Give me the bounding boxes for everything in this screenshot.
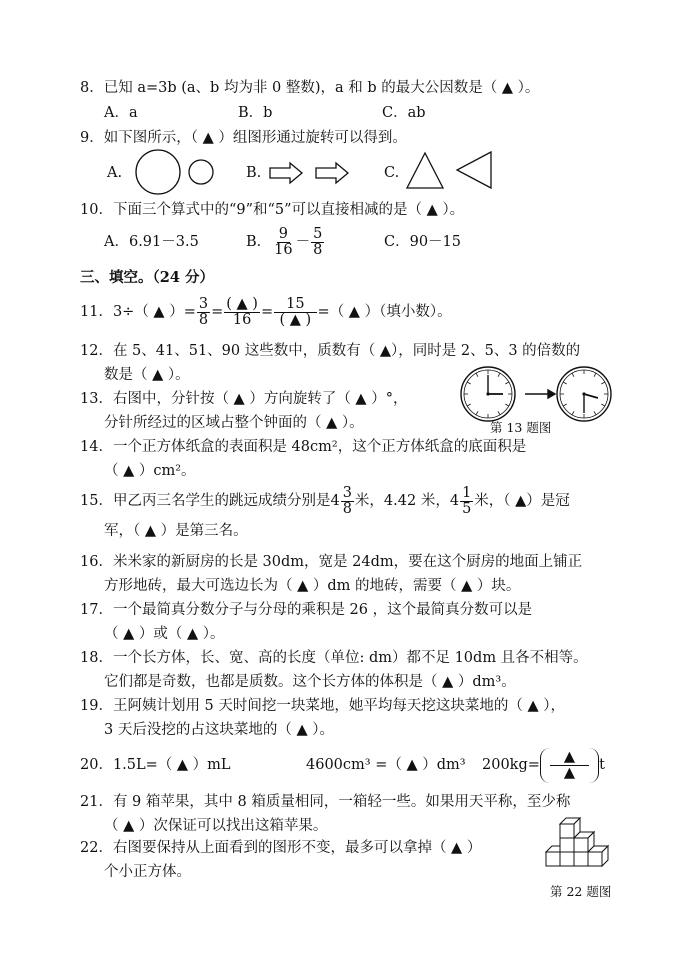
q12-line-1: 12．在 5、41、51、90 这些数中，质数有（ ▲），同时是 2、5、3 的倍数的: [80, 343, 581, 359]
q13-arrow-icon: [525, 390, 555, 398]
q13-line-1: 13．右图中，分针按（ ▲ ）方向旋转了（ ▲ ）°，: [80, 391, 408, 407]
q8-stem: 8．已知 a=3b (a、b 均为非 0 整数)，a 和 b 的最大公因数是（ ▲ ）。: [80, 80, 540, 96]
q15-part-2: 米，4.42 米，: [354, 493, 450, 509]
q15-part-3: 米，（ ▲）是冠: [474, 493, 570, 509]
q18-line-2: 它们都是奇数，也都是质数。这个长方体的体积是（ ▲ ）dm³。: [104, 674, 516, 690]
q11-part-1: 11．3÷（ ▲ ）=: [80, 304, 196, 320]
q15-line-2: 军，（ ▲ ）是第三名。: [104, 523, 248, 539]
q22-line-2: 个小正方体。: [104, 864, 191, 880]
q14-line-1: 14．一个正方体纸盒的表面积是 48cm²，这个正方体纸盒的底面积是: [80, 439, 527, 455]
q13-line-2: 分针所经过的区域占整个钟面的（ ▲ ）。: [104, 415, 364, 431]
q10-option-b: [246, 224, 325, 260]
q19-line-1: 19．王阿姨计划用 5 天时间挖一块菜地，她平均每天挖这块菜地的（ ▲ ），: [80, 698, 566, 714]
q8-option-a: A．a: [104, 105, 138, 121]
q22-caption: 第 22 题图: [550, 884, 612, 899]
q10-fraction-nine-sixteenths: $\frac{9}{16}$: [274, 225, 293, 258]
q10-option-c: C．90－15: [384, 234, 461, 250]
q9-triangles-figure: [405, 150, 495, 194]
q22-line-1: 22．右图要保持从上面看到的图形不变，最多可以拿掉（ ▲ ）: [80, 840, 482, 856]
q17-line-1: 17．一个最简真分数分子与分母的乘积是 26 ，这个最简真分数可以是: [80, 602, 533, 618]
q15-part-1: 15．甲乙丙三名学生的跳远成绩分别是: [80, 493, 331, 509]
section-three-heading: 三、填空。（24 分）: [80, 269, 214, 286]
q8-option-b: B．b: [238, 105, 273, 121]
q14-line-2: （ ▲ ）cm²。: [104, 463, 196, 479]
q16-line-2: 方形地砖，最大可选边长为（ ▲ ）dm 的地砖，需要（ ▲ ）块。: [104, 578, 521, 594]
q12-line-2: 数是（ ▲ ）。: [104, 367, 190, 383]
q11-fraction-3: $\frac{15}{( ▲ )}$: [274, 297, 316, 328]
q20-bracketed-fraction: $\frac{▲}{▲}$: [540, 748, 599, 783]
q20-part-a: 20．1.5L=（ ▲ ）mL: [80, 757, 231, 773]
q21-line-2: （ ▲ ）次保证可以找出这箱苹果。: [104, 818, 328, 834]
q10-stem: 10．下面三个算式中的“9”和“5”可以直接相减的是（ ▲ ）。: [80, 202, 465, 218]
q20-unit-t: t: [599, 757, 605, 773]
q13-clock-before: [461, 367, 515, 421]
q9-circles-figure: [130, 148, 220, 198]
q11-line: [80, 293, 452, 331]
q15-mixed-number-2: 4 $\frac{1}{5}$: [449, 484, 472, 517]
q13-clock-figure: [458, 364, 614, 424]
q11-part-2: =（ ▲ ）（填小数）。: [317, 304, 452, 320]
q9-arrows-figure: [268, 162, 358, 186]
q15-line-1: [80, 481, 570, 521]
q20-part-b: 4600cm³ =（ ▲ ）dm³: [306, 757, 466, 773]
q18-line-1: 18．一个长方体，长、宽、高的长度（单位: dm）都不足 10dm 且各不相等。: [80, 650, 588, 666]
q20-part-c-prefix: 200kg=: [482, 757, 540, 773]
q9-stem: 9．如下图所示，（ ▲ ）组图形通过旋转可以得到。: [80, 130, 407, 146]
q19-line-2: 3 天后没挖的占这块菜地的（ ▲ ）。: [104, 722, 334, 738]
q13-caption: 第 13 题图: [490, 420, 552, 435]
q11-fraction-1: $\frac{3}{8}$: [198, 295, 209, 328]
q9-option-a: A.: [107, 165, 123, 181]
q10-fraction-five-eighths: $\frac{5}{8}$: [313, 225, 323, 258]
q10-option-a: A．6.91－3.5: [104, 234, 199, 250]
q16-line-1: 16．米米家的新厨房的长是 30dm，宽是 24dm，要在这个厨房的地面上铺正: [80, 554, 583, 570]
q17-line-2: （ ▲ ）或（ ▲ ）。: [104, 626, 225, 642]
q20-part-c: [482, 738, 605, 792]
q13-clock-after: [557, 367, 611, 421]
q15-mixed-number-1: 4 $\frac{3}{8}$: [330, 484, 352, 517]
q10-option-b-label: B．: [246, 234, 272, 250]
q10-minus: －: [295, 234, 311, 250]
q11-equals: =: [211, 304, 224, 320]
q8-option-c: C．ab: [382, 105, 426, 121]
q11-fraction-2: $\frac{( ▲ )}{16}$: [226, 295, 258, 328]
q9-option-c: C.: [384, 165, 400, 181]
q9-option-b: B.: [246, 165, 262, 181]
q21-line-1: 21．有 9 箱苹果，其中 8 箱质量相同，一箱轻一些。如果用天平称，至少称: [80, 794, 571, 810]
q22-cubes-figure: [546, 816, 614, 878]
q11-equals-2: =: [260, 304, 274, 320]
